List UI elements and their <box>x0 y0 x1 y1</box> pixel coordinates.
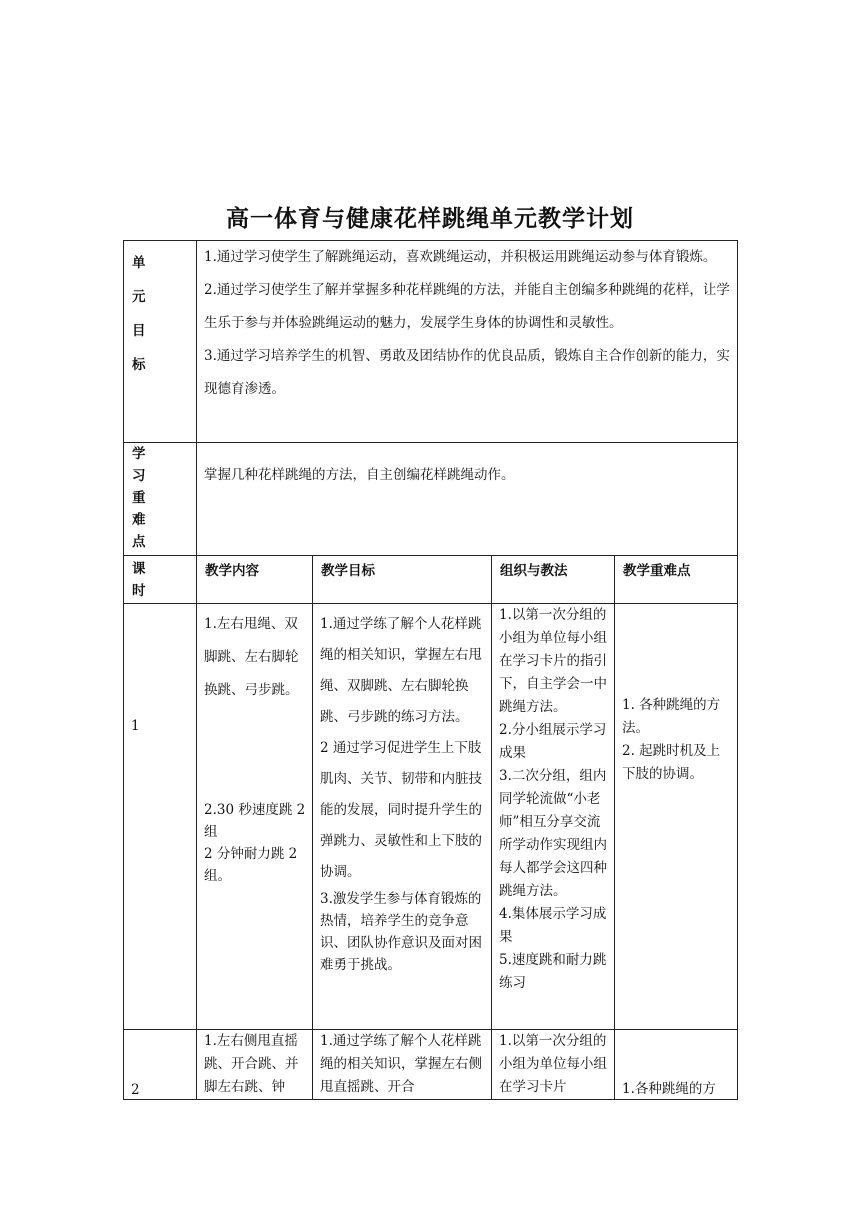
lesson-method-item: 3.二次分组，组内同学轮流做“小老师”相互分享交流所学动作实现组内每人都学会这四种跳绳方法。 <box>499 768 607 899</box>
lesson-difficulties-cell <box>614 603 738 1030</box>
lesson-difficulty-item: 1.各种跳绳的方 <box>622 1081 716 1097</box>
lesson-number-cell <box>123 1029 197 1100</box>
page-title: 高一体育与健康花样跳绳单元教学计划 <box>226 206 634 232</box>
unit-goals-label-char: 标 <box>132 357 146 373</box>
key-points-content <box>196 442 738 556</box>
lesson-content-item: 1.左右侧甩直摇跳、开合跳、并脚左右跳、钟 <box>204 1033 299 1095</box>
unit-goals-label-char: 单 <box>132 255 146 271</box>
header-lesson <box>123 555 197 604</box>
lesson-number-cell <box>123 603 197 1030</box>
unit-goals-label-cell <box>123 240 197 443</box>
header-lesson-char: 课 <box>132 561 146 577</box>
lesson-objective-item: 3.激发学生参与体育锻炼的热情，培养学生的竞争意识、团队协作意识及面对困难勇于挑战。 <box>320 891 482 973</box>
lesson-difficulty-item: 1. 各种跳绳的方法。 <box>622 697 721 736</box>
lesson-methods-cell <box>491 603 615 1030</box>
lesson-number: 1 <box>131 718 140 734</box>
header-content: 教学内容 <box>196 555 313 604</box>
lesson-method-item: 1.以第一次分组的小组为单位每小组在学习卡片的指引下，自主学会一中跳绳方法。 <box>499 607 607 715</box>
lesson-content-item: 2 分钟耐力跳 2 组。 <box>204 846 298 884</box>
unit-goals-content <box>196 240 738 443</box>
key-points-label-char: 学 <box>132 446 146 462</box>
lesson-number: 2 <box>131 1082 140 1098</box>
unit-goal-item: 3.通过学习培养学生的机智、勇敢及团结协作的优良品质，锻炼自主合作创新的能力，实现德育渗透。 <box>204 348 730 397</box>
unit-goal-item: 1.通过学习使学生了解跳绳运动，喜欢跳绳运动，并积极运用跳绳运动参与体育锻炼。 <box>204 249 717 265</box>
unit-goal-item: 2.通过学习使学生了解并掌握多种花样跳绳的方法，并能自主创编多种跳绳的花样，让学生乐于参与并体验跳绳运动的魅力，发展学生身体的协调性和灵敏性。 <box>204 282 730 331</box>
key-points-label-char: 点 <box>132 534 146 550</box>
lesson-difficulties-cell <box>614 1029 738 1100</box>
key-points-label-char: 难 <box>132 512 146 528</box>
header-methods: 组织与教法 <box>491 555 615 604</box>
lesson-content-item: 2.30 秒速度跳 2 组 <box>204 802 306 840</box>
lesson-method-item: 2.分小组展示学习成果 <box>499 722 607 761</box>
lesson-method-item: 5.速度跳和耐力跳练习 <box>499 952 607 991</box>
key-points-label-cell <box>123 442 197 556</box>
lesson-content-item: 1.左右甩绳、双脚跳、左右脚轮换跳、弓步跳。 <box>204 616 299 698</box>
lesson-method-item: 1.以第一次分组的小组为单位每小组在学习卡片 <box>499 1033 607 1095</box>
lesson-methods-cell <box>491 1029 615 1100</box>
unit-goals-label-char: 目 <box>132 323 146 339</box>
lesson-method-item: 4.集体展示学习成果 <box>499 906 607 945</box>
unit-goals-label-char: 元 <box>132 289 146 305</box>
lesson-objective-item: 1.通过学练了解个人花样跳绳的相关知识，掌握左右甩绳、双脚跳、左右脚轮换跳、弓步跳的练习方法。 <box>320 616 482 725</box>
lesson-difficulty-item: 2. 起跳时机及上下肢的协调。 <box>622 743 721 782</box>
lesson-objectives-cell <box>312 1029 492 1100</box>
lesson-objective-item: 1.通过学练了解个人花样跳绳的相关知识，掌握左右侧甩直摇跳、开合 <box>320 1033 482 1095</box>
lesson-objective-item: 2 通过学习促进学生上下肢肌肉、关节、韧带和内脏技能的发展，同时提升学生的弹跳力、灵敏性和上下肢的协调。 <box>320 740 482 880</box>
lesson-content-cell <box>196 603 313 1030</box>
header-difficulties: 教学重难点 <box>614 555 738 604</box>
header-lesson-char: 时 <box>132 583 146 599</box>
key-points-label-char: 重 <box>132 490 146 506</box>
lesson-objectives-cell <box>312 603 492 1030</box>
key-points-text: 掌握几种花样跳绳的方法，自主创编花样跳绳动作。 <box>204 467 515 483</box>
header-objectives: 教学目标 <box>312 555 492 604</box>
key-points-label-char: 习 <box>132 468 146 484</box>
lesson-content-cell <box>196 1029 313 1100</box>
